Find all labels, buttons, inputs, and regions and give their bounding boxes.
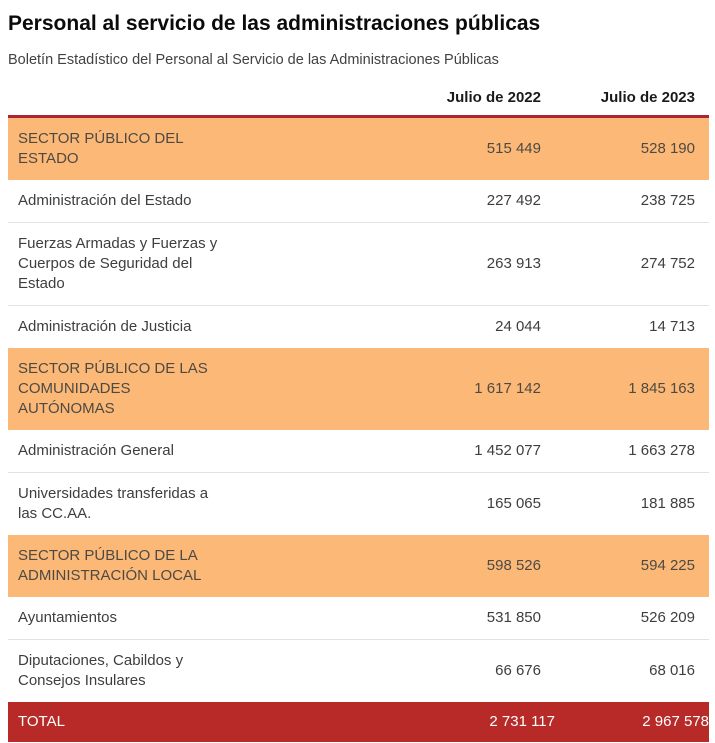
value-cell-julio-2022: 227 492 (486, 192, 541, 209)
table-row (8, 473, 709, 536)
value-cell-julio-2022: 165 065 (380, 473, 555, 536)
value-cell-julio-2022: 515 449 (380, 117, 555, 181)
value-cell-julio-2023: 2 967 578 (555, 702, 709, 742)
table-row (8, 640, 709, 703)
value-cell-julio-2023: 274 752 (555, 223, 709, 306)
row-label-text: Ayuntamientos (18, 609, 117, 626)
row-label (8, 430, 380, 473)
row-label-text: Administración General (18, 442, 174, 459)
page-title: Personal al servicio de las administraciones públicas (8, 12, 541, 35)
table-row (8, 597, 709, 640)
table-row (8, 223, 709, 306)
value-cell-julio-2022: 2 731 117 (380, 702, 555, 742)
table-row (8, 430, 709, 473)
row-label (8, 640, 380, 703)
value-cell-julio-2023: 181 885 (555, 473, 709, 536)
value-cell-julio-2023: 594 225 (555, 535, 709, 597)
row-label-text: Universidades transferidas a las CC.AA. (18, 485, 209, 522)
row-label-text: Administración de Justicia (18, 318, 192, 335)
value-cell-julio-2023: 1 845 163 (555, 348, 709, 430)
page-subtitle: Boletín Estadístico del Personal al Servicio de las Administraciones Públicas (8, 52, 499, 68)
value-cell-julio-2023: 1 663 278 (628, 442, 695, 459)
row-label-text: SECTOR PÚBLICO DE LA ADMINISTRACIÓN LOCAL (18, 547, 202, 584)
value-cell-julio-2023: 526 209 (640, 609, 695, 626)
row-label (8, 597, 380, 640)
row-label (8, 223, 380, 306)
total-row (8, 702, 709, 742)
row-label-text: Administración del Estado (18, 192, 192, 209)
data-table (8, 83, 709, 742)
table-row (8, 180, 709, 223)
row-label (8, 306, 380, 349)
value-cell-julio-2022: 598 526 (380, 535, 555, 597)
header-cell-julio-2022: Julio de 2022 (380, 83, 555, 117)
value-cell-julio-2023: 14 713 (555, 306, 709, 349)
row-label (8, 117, 380, 181)
row-label-text: TOTAL (18, 713, 65, 730)
row-label (8, 535, 380, 597)
row-label (8, 180, 380, 223)
header-row (8, 83, 709, 117)
value-cell-julio-2023: 238 725 (640, 192, 695, 209)
row-label (8, 702, 380, 742)
value-cell-julio-2022: 24 044 (380, 306, 555, 349)
value-cell-julio-2023: 68 016 (555, 640, 709, 703)
value-cell-julio-2022: 1 452 077 (474, 442, 541, 459)
row-label-text: SECTOR PÚBLICO DE LAS COMUNIDADES AUTÓNOMAS (18, 360, 208, 417)
row-label (8, 348, 380, 430)
row-label (8, 473, 380, 536)
section-row (8, 117, 709, 181)
value-cell-julio-2022: 66 676 (380, 640, 555, 703)
value-cell-julio-2022: 263 913 (380, 223, 555, 306)
header-cell-label (8, 83, 380, 117)
value-cell-julio-2022: 531 850 (486, 609, 541, 626)
row-label-text: Diputaciones, Cabildos y Consejos Insulares (18, 652, 184, 689)
row-label-text: SECTOR PÚBLICO DEL ESTADO (18, 130, 184, 167)
table-row (8, 306, 709, 349)
table-body (8, 117, 709, 743)
section-row (8, 348, 709, 430)
value-cell-julio-2023: 528 190 (555, 117, 709, 181)
value-cell-julio-2022: 1 617 142 (380, 348, 555, 430)
header-cell-julio-2023: Julio de 2023 (555, 83, 709, 117)
section-row (8, 535, 709, 597)
row-label-text: Fuerzas Armadas y Fuerzas y Cuerpos de Seguridad del Estado (18, 235, 218, 292)
